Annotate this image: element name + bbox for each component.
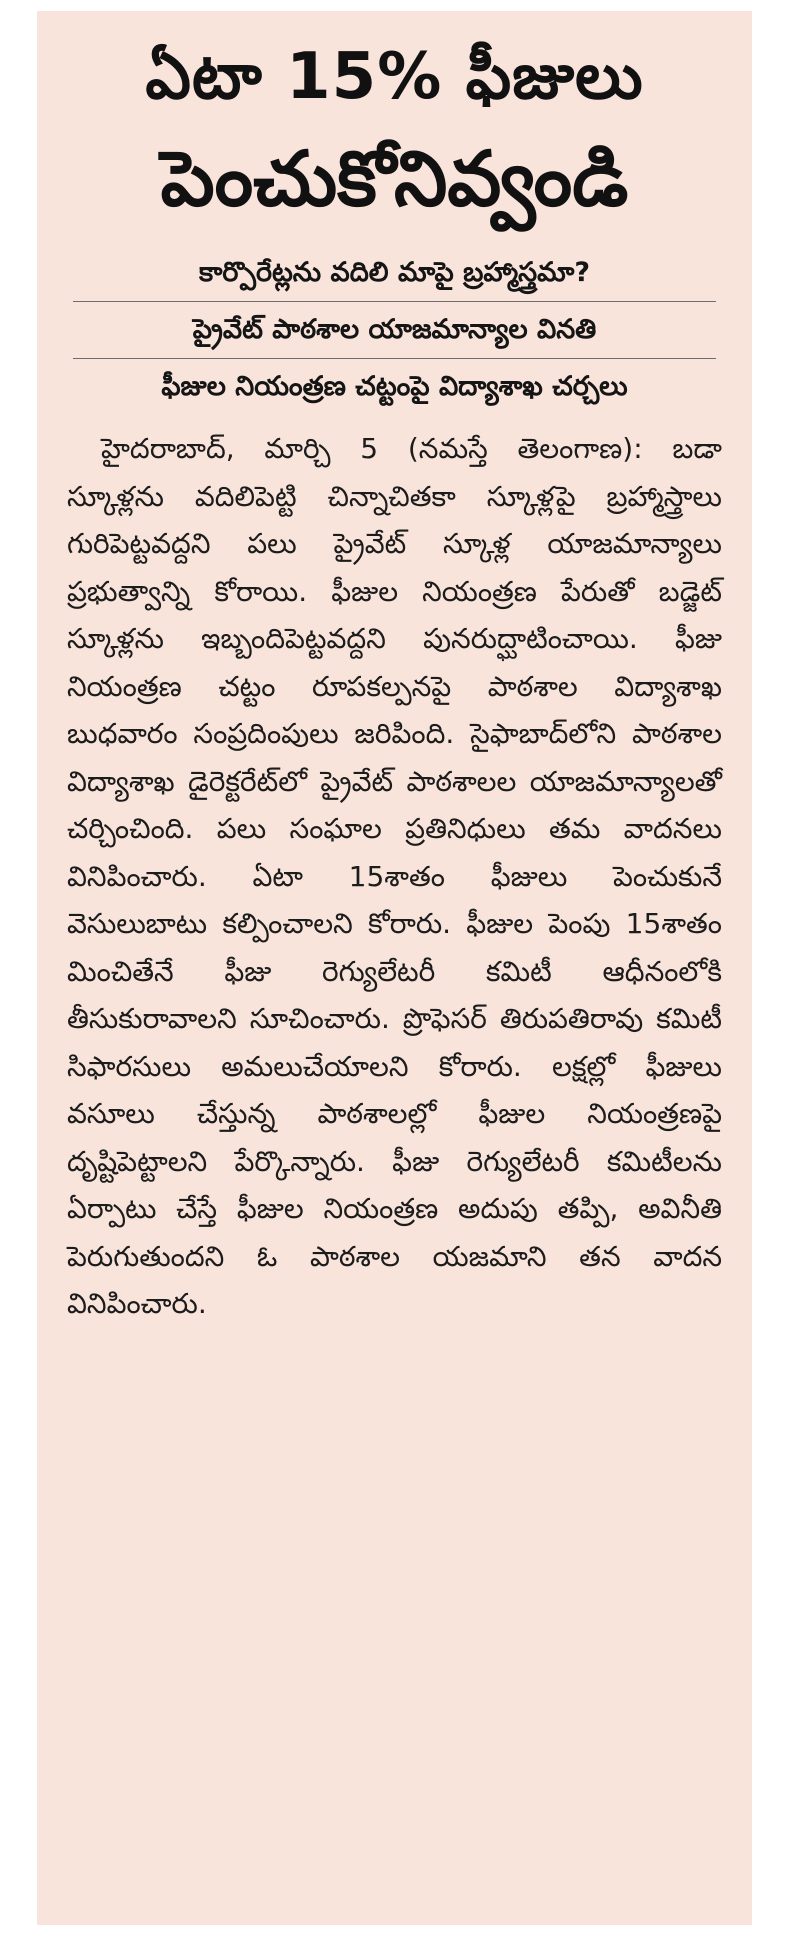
subheading-3: ఫీజుల నియంత్రణ చట్టంపై విద్యాశాఖ చర్చలు (161, 371, 628, 402)
newspaper-clipping (37, 11, 752, 1925)
article-body-text: హైదరాబాద్, మార్చి 5 (నమస్తే తెలంగాణ): బడా స్కూళ్లను వదిలిపెట్టి చిన్నాచితకా స్కూళ్లపై బ్రహ్మాస్త్రాలు గురిపెట్టవద్దని పలు ప్రైవేట్ స్కూళ్ల యాజమాన్యాలు ప్రభుత్వాన్ని కోరాయి. ఫీజుల నియంత్రణ పేరుతో బడ్జెట్ స్కూళ్లను ఇబ్బందిపెట్టవద్దని పునరుద్ఘాటించాయి. ఫీజు నియంత్రణ చట్టం రూపకల్పనపై పాఠశాల విద్యాశాఖ బుధవారం సంప్రదింపులు జరిపింది. సైఫాబాద్‌లోని పాఠశాల విద్యాశాఖ డైరెక్టరేట్‌లో ప్రైవేట్ పాఠశాలల యాజమాన్యాలతో చర్చించింది. పలు సంఘాల ప్రతినిధులు తమ వాదనలు వినిపించారు. ఏటా 15శాతం ఫీజులు పెంచుకునే వెసులుబాటు కల్పించాలని కోరారు. ఫీజుల పెంపు 15శాతం మించితేనే ఫీజు రెగ్యులేటరీ కమిటీ ఆధీనంలోకి తీసుకురావాలని సూచించారు. ప్రొఫెసర్ తిరుపతిరావు కమిటీ సిఫారసులు అమలుచేయాలని కోరారు. లక్షల్లో ఫీజులు వసూలు చేస్తున్న పాఠశాలల్లో ఫీజుల నియంత్రణపై దృష్టిపెట్టాలని పేర్కొన్నారు. ఫీజు రెగ్యులేటరీ కమిటీలను ఏర్పాటు చేస్తే ఫీజుల నియంత్రణ అదుపు తప్పి, అవినీతి పెరుగుతుందని ఓ పాఠశాల యజమాని తన వాదన వినిపించారు. (67, 432, 722, 1320)
subheading-2: ప్రైవేట్ పాఠశాల యాజమాన్యాల వినతి (192, 314, 597, 345)
headline-line-1: ఏటా 15% ఫీజులు (145, 40, 644, 114)
subheading-1: కార్పొరేట్లను వదిలి మాపై బ్రహ్మాస్త్రమా? (198, 257, 590, 288)
article-body (67, 425, 722, 1328)
divider (73, 301, 716, 302)
divider (73, 358, 716, 359)
headline-line-2: పెంచుకోనివ్వండి (160, 134, 629, 223)
